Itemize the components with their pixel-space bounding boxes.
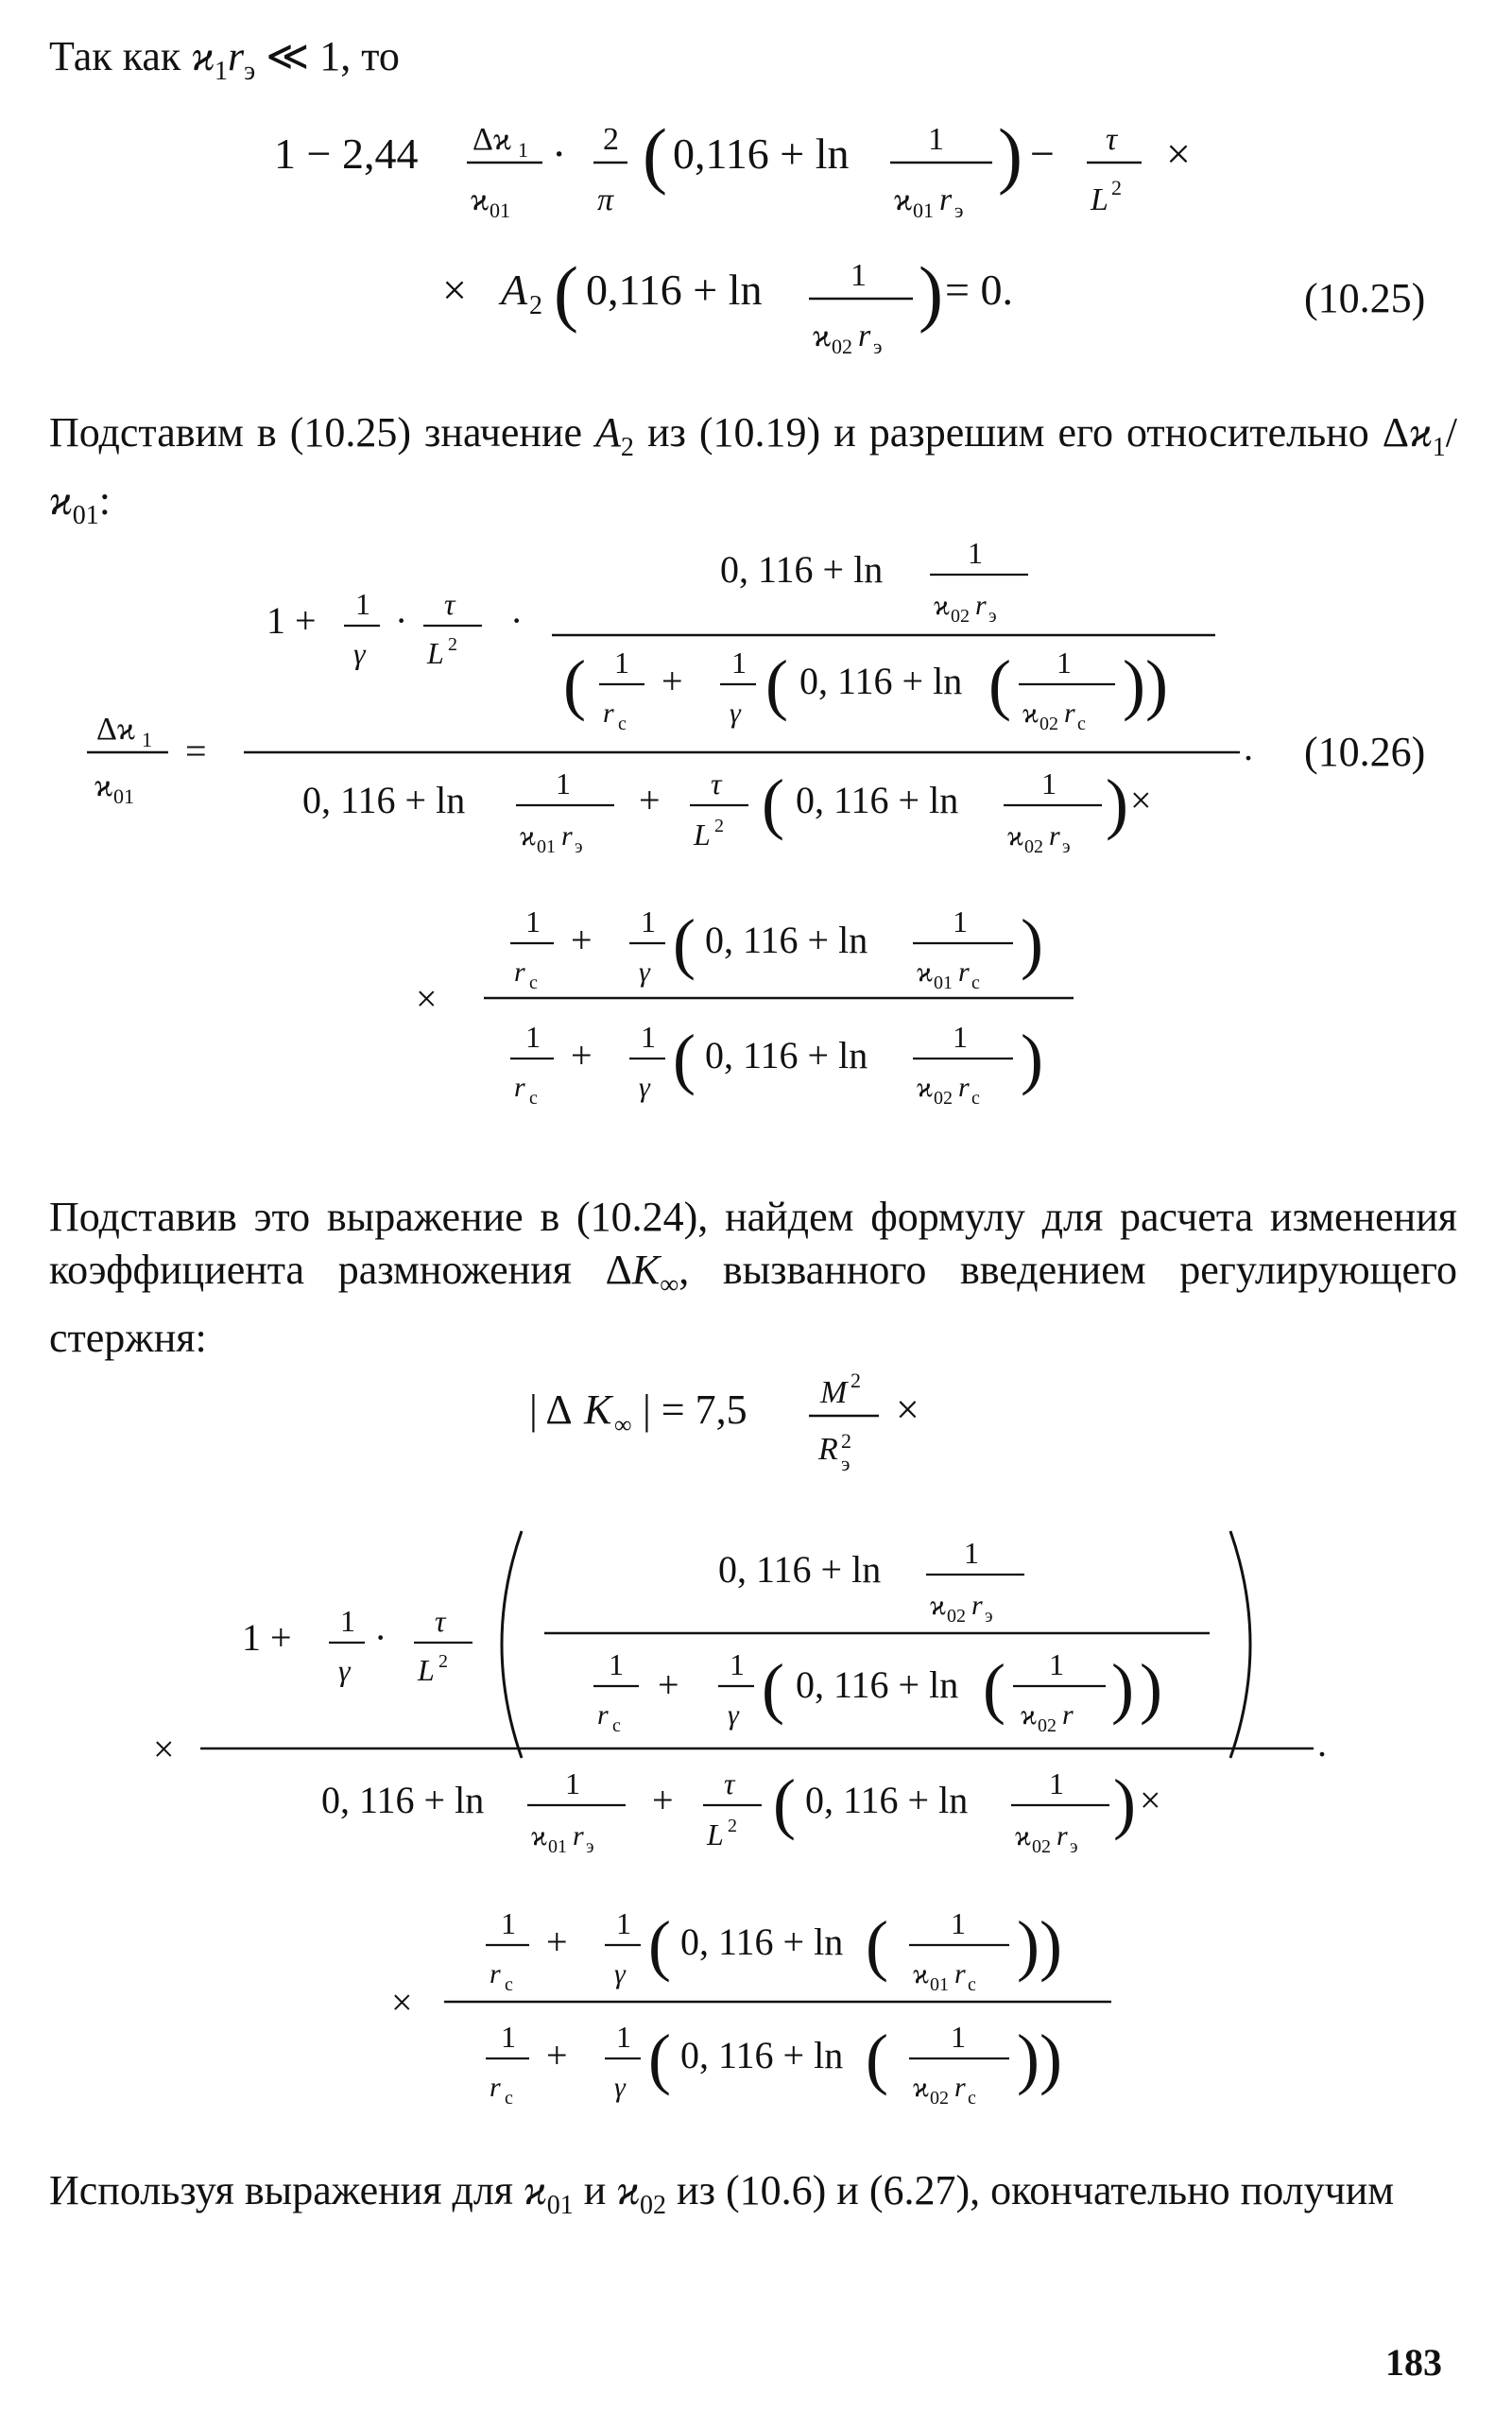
svg-text:c: c (1077, 714, 1086, 734)
svg-text:c: c (618, 714, 627, 734)
svg-text:τ: τ (724, 1766, 735, 1800)
svg-text:э: э (841, 1452, 850, 1475)
svg-text:02: 02 (1032, 1836, 1051, 1857)
svg-text:1: 1 (850, 258, 867, 293)
svg-text:K: K (584, 1386, 612, 1433)
svg-text:+: + (639, 779, 661, 821)
svg-text:r: r (490, 2072, 501, 2103)
svg-text:Δϰ: Δϰ (472, 122, 511, 157)
svg-text:×: × (1130, 779, 1152, 821)
equation-10-25 (0, 104, 1512, 369)
svg-text:γ: γ (639, 956, 650, 988)
svg-text:01: 01 (930, 1974, 949, 1995)
svg-text:(: ( (563, 646, 586, 722)
svg-text:): ) (1021, 905, 1043, 981)
svg-text:L: L (694, 818, 711, 852)
svg-text:+: + (571, 1034, 593, 1076)
svg-text:ϰ: ϰ (1022, 697, 1039, 729)
svg-text:0, 116 + ln: 0, 116 + ln (680, 1920, 844, 1963)
svg-text:ϰ: ϰ (1015, 1820, 1031, 1851)
svg-text:L: L (427, 636, 444, 670)
svg-text:.: . (1244, 726, 1253, 768)
equation-big-fraction (0, 1512, 1512, 2136)
svg-text:r: r (573, 1820, 584, 1851)
svg-text:γ: γ (728, 1699, 739, 1731)
svg-text:0, 116 + ln: 0, 116 + ln (302, 779, 466, 821)
svg-text:+: + (546, 2034, 568, 2076)
svg-text:ϰ: ϰ (1021, 1699, 1037, 1731)
svg-text:A: A (501, 266, 528, 314)
svg-text:ϰ: ϰ (913, 2072, 929, 2103)
svg-text:ϰ: ϰ (894, 182, 913, 217)
svg-text:0, 116 + ln: 0, 116 + ln (799, 660, 963, 702)
svg-text:02: 02 (832, 335, 852, 358)
svg-text:Δϰ: Δϰ (96, 712, 135, 747)
svg-text:1: 1 (1049, 1647, 1064, 1681)
svg-text:+: + (571, 919, 593, 961)
svg-text:ϰ: ϰ (917, 956, 933, 988)
svg-text:r: r (1064, 697, 1075, 729)
svg-text:r: r (954, 2072, 966, 2103)
svg-text:×: × (391, 1981, 413, 2024)
svg-text:ϰ: ϰ (930, 1590, 946, 1621)
equation-delta-k (0, 1361, 1512, 1493)
svg-text:c: c (505, 2088, 513, 2109)
svg-text:): ) (1106, 766, 1128, 841)
svg-text:э: э (985, 1606, 993, 1627)
svg-text:э: э (954, 198, 964, 222)
svg-text:r: r (597, 1699, 609, 1731)
svg-text:1: 1 (1057, 646, 1072, 680)
svg-text:): ) (1111, 1650, 1134, 1726)
svg-text:1 +: 1 + (242, 1616, 292, 1659)
equation-number-10-26: (10.26) (1304, 729, 1426, 775)
svg-text:r: r (603, 697, 614, 729)
svg-text:.: . (1317, 1722, 1327, 1765)
svg-text:): ) (1021, 1021, 1043, 1096)
svg-text:1: 1 (964, 1536, 979, 1570)
svg-text:(: ( (983, 1650, 1005, 1726)
svg-text:0, 116 + ln: 0, 116 + ln (705, 919, 868, 961)
svg-text:γ: γ (730, 697, 741, 729)
svg-text:1: 1 (355, 587, 370, 621)
svg-text:2: 2 (438, 1651, 448, 1672)
svg-text:2: 2 (728, 1816, 737, 1836)
svg-text:): ) (919, 251, 943, 334)
svg-text:ϰ: ϰ (471, 182, 490, 217)
svg-text:ϰ: ϰ (94, 768, 113, 803)
page-number: 183 (1385, 2341, 1442, 2384)
svg-text:0,116 + ln: 0,116 + ln (673, 129, 850, 178)
svg-text:1: 1 (731, 646, 747, 680)
svg-text:(: ( (643, 113, 667, 196)
svg-text:c: c (968, 1974, 976, 1995)
svg-text:02: 02 (934, 1088, 953, 1109)
svg-text:1: 1 (525, 904, 541, 939)
svg-text:02: 02 (1040, 714, 1058, 734)
svg-text:ϰ: ϰ (520, 820, 536, 852)
svg-text:1: 1 (953, 1020, 968, 1054)
svg-text:×: × (416, 977, 438, 1020)
svg-text:1: 1 (951, 1906, 966, 1940)
svg-text:э: э (575, 836, 583, 857)
svg-text:ϰ: ϰ (531, 1820, 547, 1851)
svg-text:r: r (958, 1072, 970, 1103)
svg-text:r: r (1062, 1699, 1074, 1731)
svg-text:1: 1 (556, 766, 571, 801)
svg-text:γ: γ (614, 1958, 626, 1989)
svg-text:c: c (529, 1088, 538, 1109)
svg-text:ϰ: ϰ (934, 590, 950, 621)
svg-text:ϰ: ϰ (917, 1072, 933, 1103)
svg-text:+: + (652, 1779, 674, 1821)
svg-text:τ: τ (435, 1604, 446, 1638)
svg-text:1: 1 (340, 1604, 355, 1638)
svg-text:1: 1 (730, 1647, 745, 1681)
svg-text:02: 02 (947, 1606, 966, 1627)
svg-text:0, 116 + ln: 0, 116 + ln (321, 1779, 485, 1821)
svg-text:×: × (896, 1386, 919, 1433)
svg-text:02: 02 (930, 2088, 949, 2109)
svg-text:01: 01 (490, 198, 510, 222)
svg-text:1: 1 (565, 1766, 580, 1800)
svg-text:·: · (510, 599, 524, 642)
svg-text:(: ( (866, 1907, 888, 1983)
svg-text:1: 1 (1049, 1766, 1064, 1800)
svg-text:r: r (858, 319, 871, 353)
svg-text:ϰ: ϰ (1007, 820, 1023, 852)
svg-text:−: − (1030, 129, 1055, 178)
svg-text:02: 02 (1024, 836, 1043, 857)
svg-text:э: э (586, 1836, 594, 1857)
svg-text:=: = (185, 730, 207, 772)
svg-text:(: ( (648, 1907, 671, 1983)
svg-text:τ: τ (444, 587, 455, 621)
svg-text:∞: ∞ (614, 1411, 632, 1438)
svg-text:): ) (998, 113, 1022, 196)
svg-text:π: π (597, 182, 614, 217)
svg-text:r: r (939, 182, 953, 217)
svg-text:c: c (968, 2088, 976, 2109)
svg-text:r: r (971, 1590, 983, 1621)
svg-text:r: r (1057, 1820, 1068, 1851)
svg-text:1: 1 (951, 2020, 966, 2054)
svg-text:(: ( (648, 2021, 671, 2096)
svg-text:γ: γ (614, 2072, 626, 2103)
svg-text:1: 1 (616, 1906, 631, 1940)
svg-text:0,116 + ln: 0,116 + ln (586, 266, 763, 314)
equation-number-10-25: (10.25) (1304, 275, 1426, 321)
svg-text:0, 116 + ln: 0, 116 + ln (705, 1034, 868, 1076)
svg-text:×: × (442, 266, 467, 314)
svg-text:c: c (612, 1715, 621, 1736)
svg-text:2: 2 (850, 1369, 861, 1392)
svg-text:(: ( (765, 646, 788, 722)
svg-text:01: 01 (113, 784, 134, 808)
svg-text:)): )) (1123, 646, 1168, 722)
svg-text:1: 1 (525, 1020, 541, 1054)
svg-text:0, 116 + ln: 0, 116 + ln (680, 2034, 844, 2076)
svg-text:0, 116 + ln: 0, 116 + ln (796, 779, 959, 821)
svg-text:(: ( (988, 646, 1011, 722)
svg-text:r: r (490, 1958, 501, 1989)
svg-text:r: r (561, 820, 573, 852)
svg-text:r: r (958, 956, 970, 988)
svg-text:ϰ: ϰ (913, 1958, 929, 1989)
paragraph-3: Используя выражения для $ϰ_{01}$ и $ϰ_{02}$ из (10.6) и (6.27), окончательно получим (49, 2167, 1395, 2220)
svg-text:2: 2 (841, 1429, 851, 1453)
svg-text:(: ( (866, 2021, 888, 2096)
svg-text:γ: γ (353, 636, 366, 670)
svg-text:э: э (873, 335, 883, 358)
svg-text:c: c (505, 1974, 513, 1995)
svg-text:(: ( (554, 251, 578, 334)
svg-text:×: × (1140, 1779, 1161, 1821)
svg-text:1: 1 (953, 904, 968, 939)
svg-text:| = 7,5: | = 7,5 (643, 1386, 747, 1433)
svg-text:0, 116 + ln: 0, 116 + ln (805, 1779, 969, 1821)
svg-text:×: × (1166, 129, 1191, 178)
svg-text:+: + (662, 660, 683, 702)
svg-text:): ) (1113, 1765, 1136, 1841)
svg-text:э: э (988, 606, 997, 627)
svg-text:(: ( (673, 1021, 696, 1096)
svg-text:1: 1 (616, 2020, 631, 2054)
svg-text:1: 1 (1041, 766, 1057, 801)
svg-text:(: ( (762, 766, 784, 841)
svg-text:(: ( (773, 1765, 796, 1841)
svg-text:2: 2 (603, 122, 619, 157)
svg-text:R: R (818, 1432, 838, 1467)
svg-text:τ: τ (711, 766, 722, 801)
svg-text:r: r (514, 956, 525, 988)
intro-line: Так как $ϰ_1r_э$ ≪ 1, то (49, 33, 400, 86)
paragraph-1: Подставим в (10.25) значение $A_2$ из (10.19) и разрешим его относительно $\Delta ϰ_1/ϰ_{01}$: (49, 409, 1457, 530)
svg-text:1: 1 (142, 728, 152, 751)
paragraph-2: Подставив это выражение в (10.24), найдем формулу для расчета изменения коэффициента размножения $\Delta K_\infty$, вызванного введением регулирующего стержня: (49, 1194, 1457, 1361)
svg-text:1: 1 (501, 1906, 516, 1940)
svg-text:2: 2 (529, 291, 542, 320)
svg-text:c: c (529, 973, 538, 993)
svg-text:r: r (975, 590, 987, 621)
svg-text:+: + (546, 1920, 568, 1963)
svg-text:1: 1 (501, 2020, 516, 2054)
equation-10-26 (0, 529, 1512, 1134)
svg-text:2: 2 (448, 634, 457, 655)
svg-text:×: × (153, 1728, 175, 1770)
svg-text:1: 1 (968, 536, 983, 570)
svg-text:)): )) (1017, 2021, 1062, 2096)
svg-text:L: L (707, 1817, 724, 1851)
svg-text:1: 1 (928, 122, 944, 157)
svg-text:)): )) (1017, 1907, 1062, 1983)
svg-text:| Δ: | Δ (529, 1386, 573, 1433)
svg-text:01: 01 (934, 973, 953, 993)
svg-text:э: э (1062, 836, 1071, 857)
svg-text:L: L (1091, 182, 1108, 217)
svg-text:1: 1 (641, 1020, 656, 1054)
svg-text:τ: τ (1106, 122, 1118, 157)
svg-text:γ: γ (338, 1653, 351, 1687)
svg-text:1: 1 (518, 138, 528, 162)
svg-text:= 0.: = 0. (945, 266, 1013, 314)
svg-text:(: ( (673, 905, 696, 981)
svg-text:L: L (418, 1653, 435, 1687)
svg-text:r: r (954, 1958, 966, 1989)
svg-text:r: r (1049, 820, 1060, 852)
svg-text:(: ( (762, 1650, 784, 1726)
svg-text:1: 1 (609, 1647, 624, 1681)
svg-text:э: э (1070, 1836, 1078, 1857)
svg-text:c: c (971, 1088, 980, 1109)
svg-text:0, 116 + ln: 0, 116 + ln (796, 1663, 959, 1706)
svg-text:+: + (658, 1663, 679, 1706)
svg-text:γ: γ (639, 1072, 650, 1103)
svg-text:0, 116 + ln: 0, 116 + ln (718, 1548, 882, 1591)
svg-text:01: 01 (537, 836, 556, 857)
svg-text:1: 1 (614, 646, 629, 680)
svg-text:·: · (395, 599, 408, 642)
svg-text:01: 01 (913, 198, 934, 222)
svg-text:): ) (1140, 1650, 1162, 1726)
svg-text:ϰ: ϰ (813, 319, 832, 353)
svg-text:·: · (552, 129, 567, 178)
svg-text:1: 1 (641, 904, 656, 939)
svg-text:M: M (820, 1375, 848, 1410)
svg-text:2: 2 (714, 816, 724, 836)
svg-text:1 +: 1 + (266, 599, 317, 642)
svg-text:1 − 2,44: 1 − 2,44 (274, 129, 419, 178)
svg-text:2: 2 (1111, 176, 1122, 199)
svg-text:02: 02 (1038, 1715, 1057, 1736)
svg-text:·: · (374, 1616, 387, 1659)
svg-text:0, 116 + ln: 0, 116 + ln (720, 548, 884, 591)
svg-text:r: r (514, 1072, 525, 1103)
svg-text:01: 01 (548, 1836, 567, 1857)
svg-text:02: 02 (951, 606, 970, 627)
svg-text:c: c (971, 973, 980, 993)
